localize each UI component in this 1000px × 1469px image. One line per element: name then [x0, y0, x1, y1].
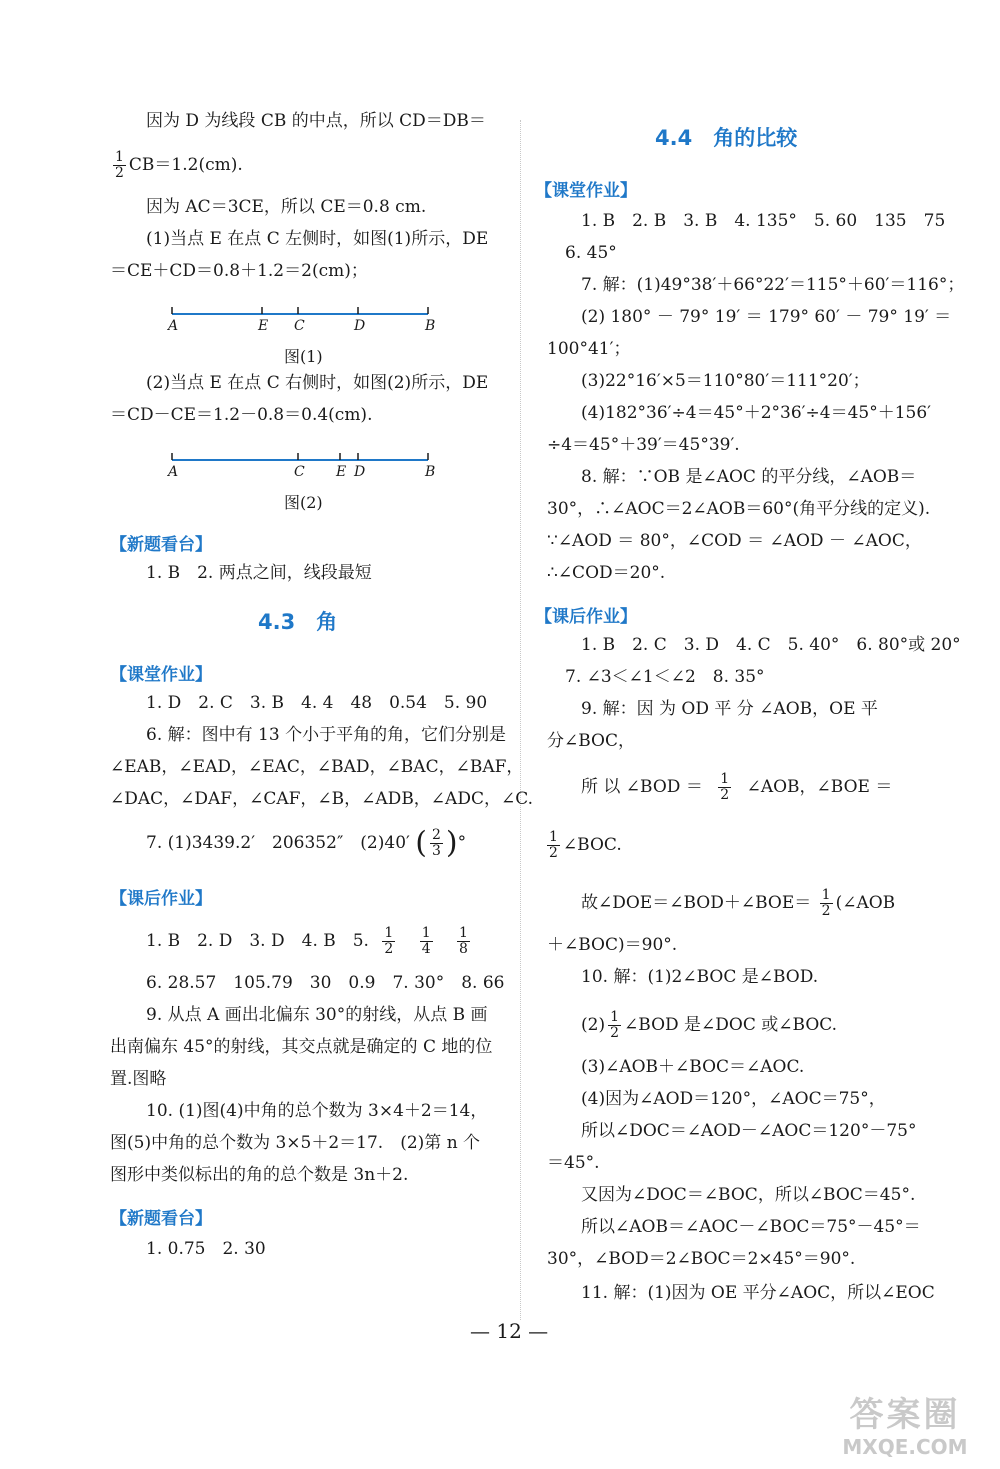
answer-line: ∠EAB，∠EAD，∠EAC，∠BAD，∠BAC，∠BAF，: [110, 757, 524, 777]
answer-line: 1. 0.75 2. 30: [146, 1239, 266, 1259]
answer-line: 所以∠AOB＝∠AOC－∠BOC＝75°－45°＝: [581, 1217, 921, 1237]
fraction: $\frac{1}{2}$: [384, 925, 394, 957]
answer-line: (2) $\frac{1}{2}$ ∠BOD 是∠DOC 或∠BOC.: [581, 1009, 838, 1041]
fraction: $\frac{1}{8}$: [459, 925, 468, 957]
text-line: 因为 D 为线段 CB 的中点，所以 CD＝DB＝: [146, 111, 486, 131]
point-label: D: [354, 464, 366, 480]
answer-line: 故∠DOE＝∠BOD＋∠BOE＝ $\frac{1}{2}$ (∠AOB: [581, 887, 896, 919]
answer-line: (3)∠AOB＋∠BOC＝∠AOC.: [581, 1057, 805, 1077]
section-heading: 【新题看台】: [110, 1209, 212, 1229]
text-line: 因为 AC＝3CE，所以 CE＝0.8 cm.: [146, 197, 427, 217]
point-label: B: [425, 318, 436, 334]
answer-line: 30°，∠BOD＝2∠BOC＝2×45°＝90°.: [547, 1249, 856, 1269]
figure-2-caption: 图(2): [284, 493, 323, 512]
answer-line: (3)22°16′×5＝110°80′＝111°20′；: [581, 371, 870, 391]
answer-line: 置.图略: [110, 1069, 167, 1089]
watermark-text: 答案圈: [849, 1395, 961, 1435]
fraction: $\frac{1}{2}$: [720, 771, 730, 803]
fraction: $\frac{1}{2}$: [115, 149, 124, 181]
figure-1-caption: 图(1): [284, 347, 323, 366]
section-heading: 【课后作业】: [535, 607, 637, 627]
answer-line: 又因为∠DOC＝∠BOC，所以∠BOC＝45°.: [581, 1185, 916, 1205]
answer-line: 10. 解：(1)2∠BOC 是∠BOD.: [581, 967, 819, 987]
figure-1-segment: [170, 302, 440, 336]
section-heading: 【课后作业】: [110, 889, 212, 909]
watermark-url: MXQE.COM: [842, 1435, 968, 1459]
point-label: E: [258, 318, 269, 334]
point-label: D: [354, 318, 366, 334]
watermark-logo: [815, 1395, 995, 1465]
answer-line: 7. (1)3439.2′ 206352″ (2)40′ ( $\frac{2}{3}$ )°: [146, 825, 467, 861]
answer-line: 6. 45°: [565, 243, 617, 263]
answer-line: 7. ∠3＜∠1＜∠2 8. 35°: [565, 667, 765, 687]
answer-line: ∵∠AOD ＝ 80°，∠COD ＝ ∠AOD － ∠AOC，: [547, 531, 922, 551]
text-line: (2)当点 E 在点 C 右侧时，如图(2)所示，DE: [146, 373, 489, 393]
answer-line: ＝45°.: [547, 1153, 600, 1173]
fraction: $\frac{1}{2}$: [821, 887, 831, 919]
fraction: $\frac{1}{2}$: [610, 1009, 620, 1041]
answer-line: 11. 解：(1)因为 OE 平分∠AOC，所以∠EOC: [581, 1283, 935, 1303]
answer-line: 1. B 2. D 3. D 4. B 5. $\frac{1}{2}$ $\frac{1}{4}$ $\frac{1}{8}$: [146, 925, 468, 957]
answer-line: 1. B 2. C 3. D 4. C 5. 40° 6. 80°或 20°: [581, 635, 961, 655]
answer-line: 6. 解：图中有 13 个小于平角的角，它们分别是: [146, 725, 507, 745]
answer-line: 所 以 ∠BOD ＝ $\frac{1}{2}$ ∠AOB，∠BOE ＝: [581, 771, 893, 803]
answer-line: 分∠BOC，: [547, 731, 635, 751]
section-title-4-3: 4.3 角: [258, 610, 338, 634]
point-label: A: [168, 318, 179, 334]
answer-line: (2) 180° － 79° 19′ ＝ 179° 60′ － 79° 19′ ＝: [581, 307, 952, 327]
answer-line: 1. B 2. B 3. B 4. 135° 5. 60 135 75: [581, 211, 946, 231]
fraction: $\frac{1}{4}$: [421, 925, 431, 957]
answer-line: 图(5)中角的总个数为 3×5＋2＝17. (2)第 n 个: [110, 1133, 481, 1153]
answer-line: 7. 解：(1)49°38′＋66°22′＝115°＋60′＝116°；: [581, 275, 965, 295]
text-line: ＝CD－CE＝1.2－0.8＝0.4(cm).: [110, 405, 373, 425]
answer-line: 10. (1)图(4)中角的总个数为 3×4＋2＝14，: [146, 1101, 488, 1121]
left-column: [110, 0, 540, 1330]
right-column: [535, 0, 985, 1330]
point-label: B: [425, 464, 436, 480]
page-number: — 12 —: [470, 1319, 549, 1343]
figure-2-segment: [170, 448, 440, 482]
answer-line: 图形中类似标出的角的总个数是 3n＋2.: [110, 1165, 409, 1185]
text-line: $\frac{1}{2}$ CB＝1.2(cm).: [115, 149, 243, 181]
point-label: E: [336, 464, 347, 480]
fraction: $\frac{1}{2}$: [549, 829, 558, 861]
answer-line: 1. B 2. 两点之间，线段最短: [146, 563, 372, 583]
answer-line: 所以∠DOC＝∠AOD－∠AOC＝120°－75°: [581, 1121, 917, 1141]
answer-line: (4)因为∠AOD＝120°，∠AOC＝75°，: [581, 1089, 886, 1109]
answer-line: 6. 28.57 105.79 30 0.9 7. 30° 8. 66: [146, 973, 505, 993]
section-title-4-4: 4.4 角的比较: [655, 126, 798, 150]
answer-line: 30°，∴∠AOC＝2∠AOB＝60°(角平分线的定义).: [547, 499, 931, 519]
answer-line: ÷4＝45°＋39′＝45°39′.: [547, 435, 740, 455]
text-line: ＝CE＋CD＝0.8＋1.2＝2(cm)；: [110, 261, 368, 281]
point-label: C: [294, 464, 305, 480]
answer-line: 1. D 2. C 3. B 4. 4 48 0.54 5. 90: [146, 693, 488, 713]
text-line: (1)当点 E 在点 C 左侧时，如图(1)所示，DE: [146, 229, 489, 249]
answer-line: $\frac{1}{2}$ ∠BOC.: [549, 829, 622, 861]
fraction: $\frac{2}{3}$: [432, 827, 441, 859]
answer-line: ＋∠BOC)＝90°.: [547, 935, 678, 955]
answer-line: 出南偏东 45°的射线，其交点就是确定的 C 地的位: [110, 1037, 493, 1057]
answer-line: ∴∠COD＝20°.: [547, 563, 666, 583]
answer-line: 8. 解：∵OB 是∠AOC 的平分线，∠AOB＝: [581, 467, 917, 487]
answer-line: (4)182°36′÷4＝45°＋2°36′÷4＝45°＋156′: [581, 403, 932, 423]
section-heading: 【新题看台】: [110, 535, 212, 555]
section-heading: 【课堂作业】: [110, 665, 212, 685]
answer-line: 9. 解：因 为 OD 平 分 ∠AOB，OE 平: [581, 699, 878, 719]
answer-line: ∠DAC，∠DAF，∠CAF，∠B，∠ADB，∠ADC，∠C.: [110, 789, 534, 809]
point-label: C: [294, 318, 305, 334]
answer-line: 100°41′；: [547, 339, 631, 359]
point-label: A: [168, 464, 179, 480]
answer-line: 9. 从点 A 画出北偏东 30°的射线，从点 B 画: [146, 1005, 488, 1025]
section-heading: 【课堂作业】: [535, 181, 637, 201]
